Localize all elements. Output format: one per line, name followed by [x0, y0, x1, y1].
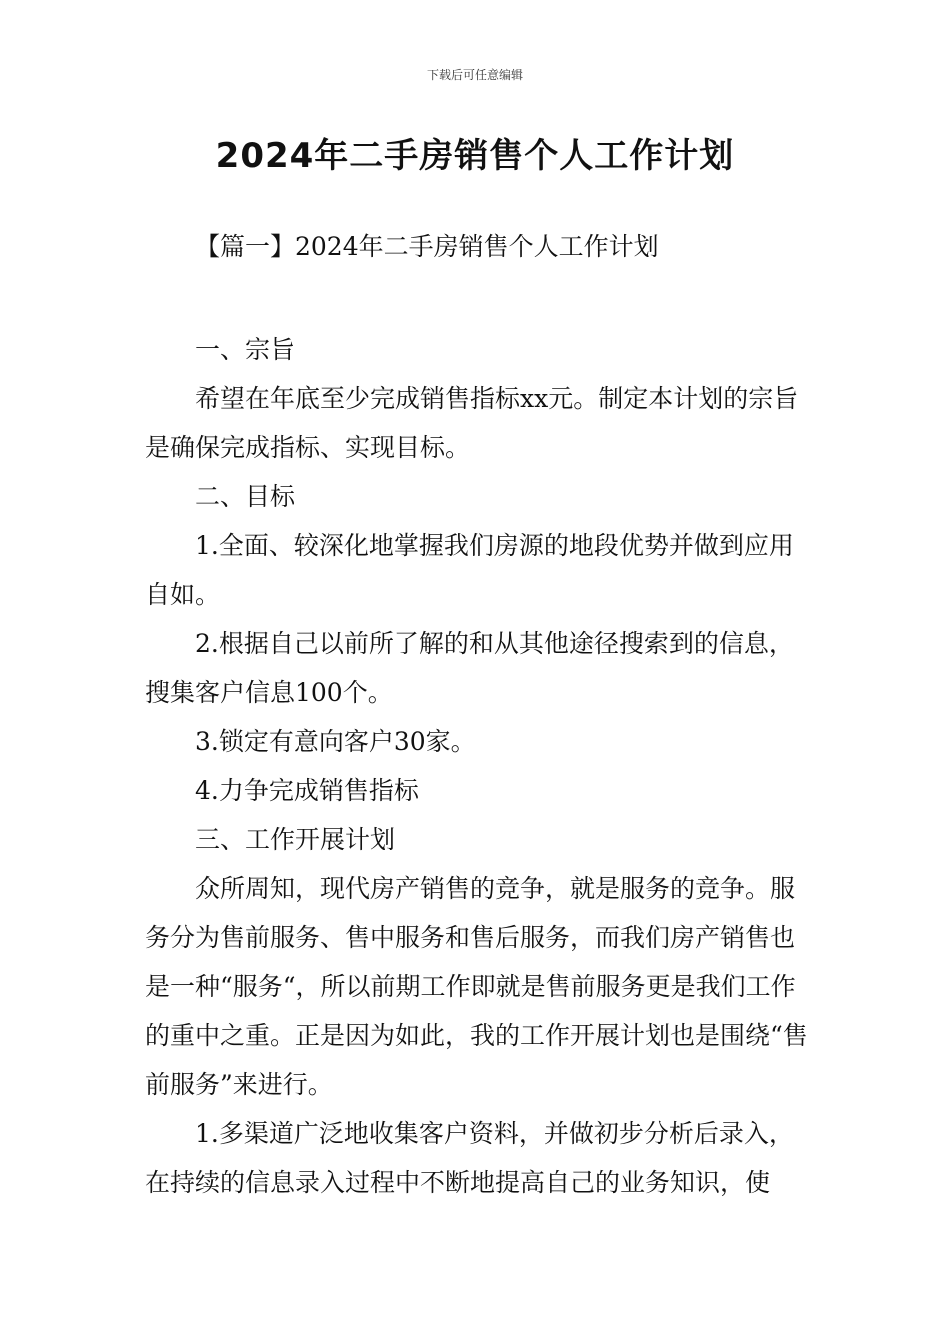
document-title: 2024年二手房销售个人工作计划 — [215, 136, 735, 176]
document-body — [145, 325, 815, 1207]
paragraph-purpose: 希望在年底至少完成销售指标xx元。制定本计划的宗旨是确保完成指标、实现目标。 — [145, 384, 799, 462]
goal-item-4: 4.力争完成销售指标 — [195, 776, 419, 805]
goal-item-2: 2.根据自己以前所了解的和从其他途径搜索到的信息，搜集客户信息100个。 — [145, 629, 794, 707]
paragraph-work-plan: 众所周知，现代房产销售的竞争，就是服务的竞争。服务分为售前服务、售中服务和售后服务，而我们房产销售也是一种“服务“，所以前期工作即就是售前服务更是我们工作的重中之重。正是因为如此，我的工作开展计划也是围绕“售前服务”来进行。 — [145, 874, 808, 1099]
section-heading: 【篇一】2024年二手房销售个人工作计划 — [195, 232, 659, 261]
heading-purpose: 一、宗旨 — [195, 335, 296, 364]
goal-item-1: 1.全面、较深化地掌握我们房源的地段优势并做到应用自如。 — [145, 531, 794, 609]
header-note: 下载后可任意编辑 — [426, 68, 523, 82]
heading-goals: 二、目标 — [195, 482, 296, 511]
plan-item-1: 1.多渠道广泛地收集客户资料，并做初步分析后录入，在持续的信息录入过程中不断地提高自己的业务知识，使 — [145, 1119, 794, 1197]
goal-item-3: 3.锁定有意向客户30家。 — [195, 727, 476, 756]
heading-work-plan: 三、工作开展计划 — [195, 825, 396, 854]
